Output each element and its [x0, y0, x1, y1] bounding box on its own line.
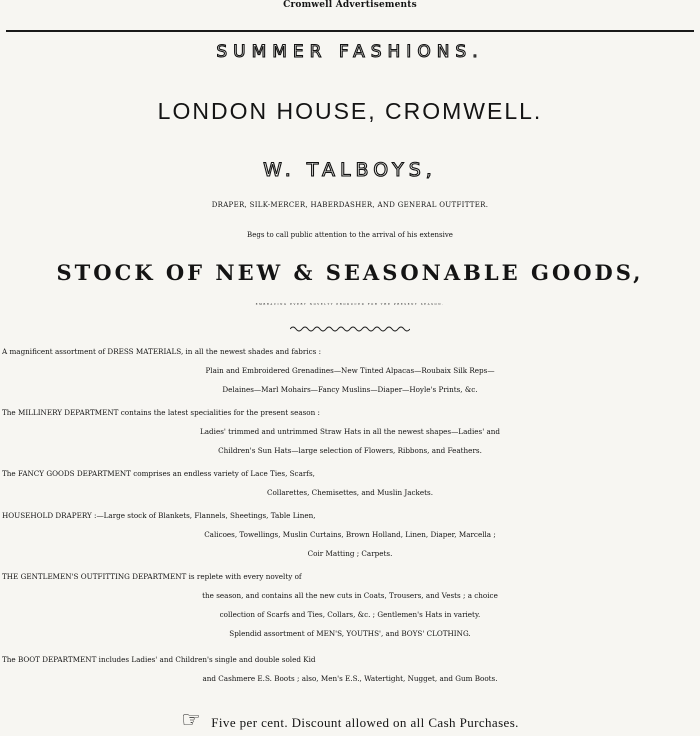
gentlemens-outfitting-paragraph [0, 567, 700, 643]
dress-materials-paragraph [0, 342, 700, 399]
paragraph-line: Calicoes, Towellings, Muslin Curtains, Brown Holland, Linen, Diaper, Marcella ; [204, 530, 496, 539]
stock-headline: STOCK OF NEW & SEASONABLE GOODS, [56, 260, 644, 285]
paragraph-line: and Cashmere E.S. Boots ; also, Men's E.S., Watertight, Nugget, and Gum Boots. [202, 674, 498, 683]
paragraph-line: The MILLINERY DEPARTMENT contains the latest specialities for the present season : [2, 408, 320, 417]
paragraph-line: A magnificent assortment of DRESS MATERIALS, in all the newest shades and fabrics : [2, 347, 322, 356]
paragraph-line: the season, and contains all the new cuts in Coats, Trousers, and Vests ; a choice [202, 591, 498, 600]
discount-text: Five per cent. Discount allowed on all Cash Purchases. [211, 715, 519, 730]
fancy-goods-paragraph [0, 464, 700, 502]
intro-line: Begs to call public attention to the arrival of his extensive [247, 231, 453, 239]
wavy-divider [290, 325, 410, 333]
paragraph-line: The FANCY GOODS DEPARTMENT comprises an endless variety of Lace Ties, Scarfs, [2, 469, 315, 478]
embracing-line: EMBRACING EVERY NOVELTY PRODUCED FOR THE PRESENT SEASON. [255, 303, 445, 306]
header-rule [6, 30, 694, 32]
paragraph-line: Splendid assortment of MEN'S, YOUTHS', and BOYS' CLOTHING. [229, 629, 471, 638]
boot-department-paragraph [0, 650, 700, 688]
pointing-hand-icon: ☞ [181, 707, 202, 732]
paragraph-line: THE GENTLEMEN'S OUTFITTING DEPARTMENT is replete with every novelty of [2, 572, 302, 581]
millinery-paragraph [0, 403, 700, 460]
paragraph-line: HOUSEHOLD DRAPERY :—Large stock of Blankets, Flannels, Sheetings, Table Linen, [2, 511, 316, 520]
paragraph-line: Children's Sun Hats—large selection of Flowers, Ribbons, and Feathers. [218, 446, 482, 455]
paragraph-line: Ladies' trimmed and untrimmed Straw Hats in all the newest shapes—Ladies' and [200, 427, 500, 436]
discount-footer [0, 707, 700, 733]
paragraph-line: Coir Matting ; Carpets. [307, 549, 393, 558]
paragraph-line: The BOOT DEPARTMENT includes Ladies' and Children's single and double soled Kid [2, 655, 316, 664]
trades-line: DRAPER, SILK-MERCER, HABERDASHER, AND GENERAL OUTFITTER. [211, 201, 489, 209]
paragraph-line: Plain and Embroidered Grenadines—New Tinted Alpacas—Roubaix Silk Reps— [205, 366, 495, 375]
running-head: Cromwell Advertisements [283, 0, 417, 10]
proprietor-name: W. TALBOYS, [263, 159, 437, 181]
shop-name: LONDON HOUSE, CROMWELL. [157, 98, 543, 124]
paragraph-line: Delaines—Marl Mohairs—Fancy Muslins—Diaper—Hoyle's Prints, &c. [222, 385, 478, 394]
ad-heading: SUMMER FASHIONS. [216, 42, 484, 62]
household-drapery-paragraph [0, 506, 700, 563]
paragraph-line: Collarettes, Chemisettes, and Muslin Jackets. [266, 488, 434, 497]
paragraph-line: collection of Scarfs and Ties, Collars, &c. ; Gentlemen's Hats in variety. [219, 610, 481, 619]
